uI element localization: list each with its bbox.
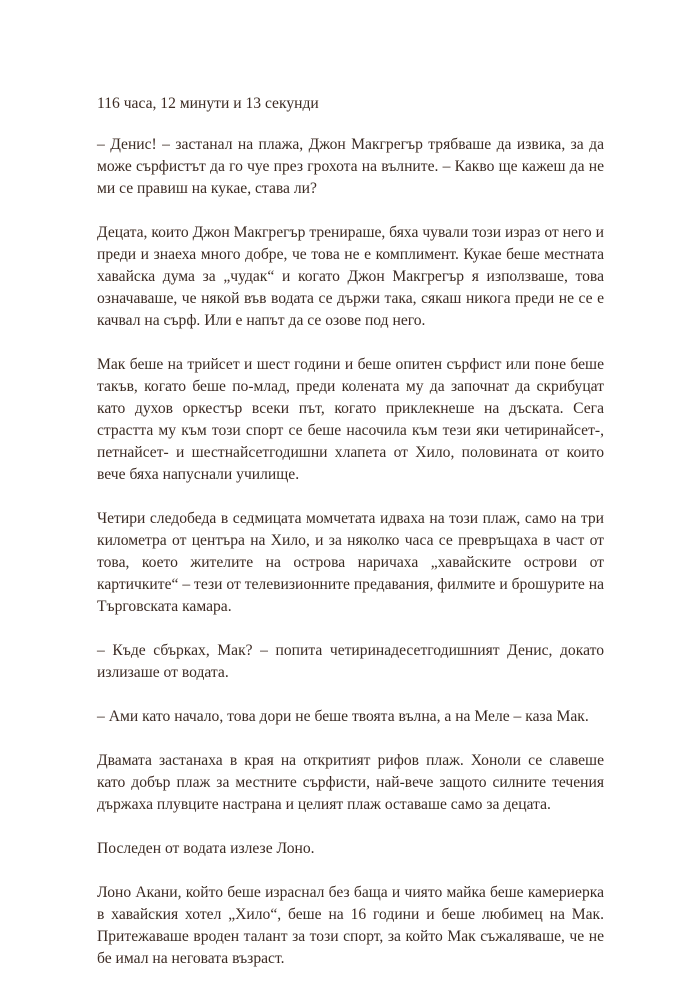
chapter-heading: 116 часа, 12 минути и 13 секунди: [97, 95, 319, 112]
paragraph-7: Двамата застанаха в края на откритият рифов плаж. Хоноли се славеше като добър плаж за местните сърфисти, най-вече защото силните течения държаха плувците настрана и целият плаж оставаше само за децата.: [97, 752, 604, 813]
paragraph-5: – Къде сбърках, Мак? – попита четиринадесетгодишният Денис, докато излизаше от водата.: [97, 642, 604, 681]
paragraph-4: Четири следобеда в седмицата момчетата идваха на този плаж, само на три километра от центъра на Хило, и за няколко часа се превръщаха в част от това, което жителите на острова наричаха „хавайските острови от картичките“ – тези от телевизионните предавания, филмите и брошурите на Търговската камара.: [97, 510, 604, 615]
document-body: [97, 93, 604, 992]
paragraph-9: Лоно Акани, който беше израснал без баща и чиято майка беше камериерка в хавайския хотел „Хило“, беше на 16 години и беше любимец на Мак. Притежаваше вроден талант за този спорт, за който Мак съжаляваше, че не бе имал на неговата възраст.: [97, 884, 604, 967]
paragraph-6: – Ами като начало, това дори не беше твоята вълна, а на Меле – каза Мак.: [97, 708, 589, 725]
paragraph-1: – Денис! – застанал на плажа, Джон Макгрегър трябваше да извика, за да може сърфистът да го чуе през грохота на вълните. – Какво ще кажеш да не ми се правиш на кукае, става ли?: [97, 136, 604, 197]
paragraph-8: Последен от водата излезе Лоно.: [97, 840, 315, 857]
paragraph-2: Децата, които Джон Макгрегър тренираше, бяха чували този израз от него и преди и знаеха много добре, че това не е комплимент. Кукае беше местната хавайска дума за „чудак“ и когато Джон Макгрегър я използваше, това означаваше, че някой във водата се държи така, сякаш никога преди не се е качвал на сърф. Или е напът да се озове под него.: [97, 224, 604, 329]
paragraph-3: Мак беше на трийсет и шест години и беше опитен сърфист или поне беше такъв, когато беше по-млад, преди колената му да започнат да скрибуцат като духов оркестър всеки път, когато приклекнеше на дъската. Сега страстта му към този спорт се беше насочила към тези яки четиринайсет-, петнайсет- и шестнайсетгодишни хлапета от Хило, половината от които вече бяха напуснали училище.: [97, 356, 604, 483]
